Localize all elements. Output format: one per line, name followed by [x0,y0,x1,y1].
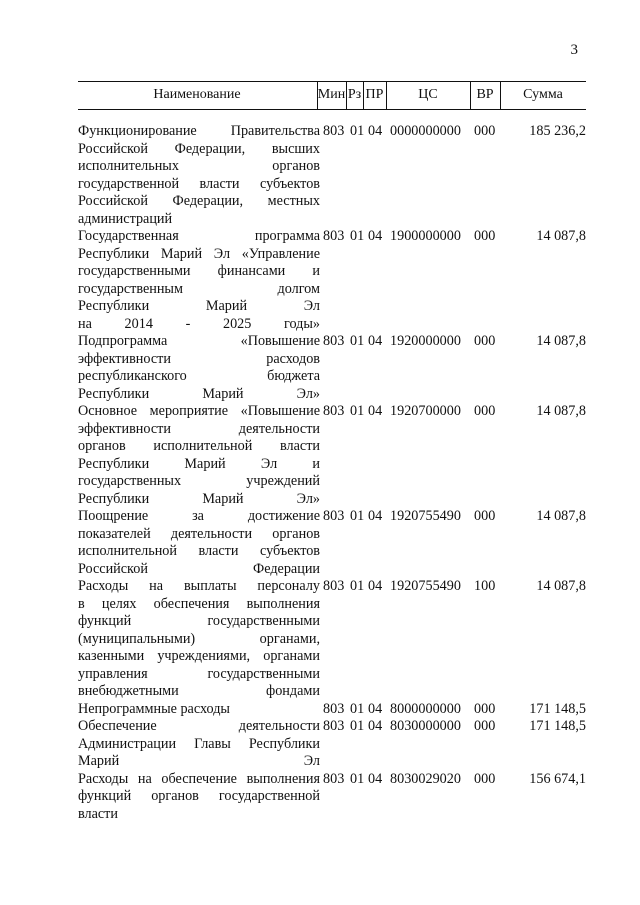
row-sum: 14 087,8 [536,333,586,349]
row-vr: 100 [474,578,496,594]
row-name [78,508,320,578]
row-min: 803 [323,333,345,349]
row-name-line: Российской Федерации [78,560,320,577]
header-name: Наименование [153,87,241,102]
table-row [78,771,586,824]
row-pr: 04 [368,578,383,594]
row-vr: 000 [474,700,496,717]
header-rz: Рз [347,87,362,102]
table-body [78,123,586,823]
row-min: 803 [323,700,345,717]
row-name-line: Подпрограмма «Повышение [78,333,320,349]
row-rz: 01 [350,770,365,787]
row-name-line: на 2014 - 2025 годы» [78,315,320,332]
row-pr: 04 [368,718,383,734]
row-sum: 171 148,5 [529,718,586,734]
row-name [78,228,320,333]
row-cs: 8030000000 [390,718,461,734]
row-vr: 000 [474,333,496,349]
row-name-line: республиканского бюджета [78,368,320,384]
row-name-line: управления государственными [78,665,320,682]
row-cs: 1920755490 [390,508,461,524]
row-name-line: Республики Марий Эл и [78,455,320,472]
row-pr: 04 [368,333,383,349]
row-name-line: органов исполнительной власти [78,438,320,454]
row-cs: 1920000000 [390,333,461,349]
row-name-line: показателей деятельности органов [78,525,320,542]
header-vr: ВР [476,87,494,102]
header-cs: ЦС [418,87,438,102]
row-pr: 04 [368,228,383,244]
row-sum: 14 087,8 [536,508,586,524]
table-row [78,228,586,333]
budget-table [78,81,586,823]
row-vr: 000 [474,770,496,787]
table-row [78,123,586,228]
row-name-line: в целях обеспечения выполнения [78,595,320,612]
row-name-line: Республики Марий Эл» [78,385,320,402]
table-row [78,578,586,701]
row-min: 803 [323,578,345,594]
row-pr: 04 [368,770,383,787]
row-cs: 8030029020 [390,770,461,787]
row-vr: 000 [474,123,496,139]
row-name [78,403,320,508]
row-rz: 01 [350,123,365,139]
row-name-line: эффективности деятельности [78,420,320,437]
row-sum: 14 087,8 [536,578,586,594]
row-name-line: Функционирование Правительства [78,123,320,139]
row-name-line: Непрограммные расходы [78,700,230,717]
row-name-line: Поощрение за достижение [78,508,320,524]
row-min: 803 [323,123,345,139]
row-name-line: исполнительной власти субъектов [78,543,320,559]
row-sum: 185 236,2 [529,123,586,139]
row-cs: 0000000000 [390,123,461,139]
table-row [78,403,586,508]
table-row [78,508,586,578]
row-name-line: Российской Федерации, высших [78,140,320,157]
row-pr: 04 [368,700,383,717]
row-sum: 156 674,1 [529,770,586,787]
table-row [78,333,586,403]
row-rz: 01 [350,333,365,349]
row-rz: 01 [350,718,365,734]
row-name [78,333,320,403]
row-name-line: администраций [78,210,173,227]
row-vr: 000 [474,718,496,734]
row-name-line: (муниципальными) органами, [78,630,320,647]
row-vr: 000 [474,228,496,244]
row-sum: 171 148,5 [529,700,586,717]
row-name [78,123,320,228]
row-name [78,718,320,771]
row-pr: 04 [368,508,383,524]
row-min: 803 [323,228,345,244]
row-name-line: исполнительных органов [78,158,320,174]
row-rz: 01 [350,228,365,244]
row-name [78,701,320,719]
row-name-line: Марий Эл [78,753,320,769]
row-rz: 01 [350,700,365,717]
row-cs: 1920755490 [390,578,461,594]
row-cs: 1920700000 [390,403,461,419]
row-min: 803 [323,770,345,787]
row-name-line: Республики Марий Эл [78,298,320,314]
row-rz: 01 [350,578,365,594]
page-number: 3 [570,42,578,58]
row-name [78,578,320,701]
row-name-line: государственных учреждений [78,473,320,489]
row-sum: 14 087,8 [536,403,586,419]
row-pr: 04 [368,403,383,419]
table-row [78,701,586,719]
header-min: Мин [317,87,346,102]
row-pr: 04 [368,123,383,139]
table-row [78,718,586,771]
row-name-line: Республики Марий Эл» [78,490,320,507]
row-name-line: Администрации Главы Республики [78,735,320,752]
row-vr: 000 [474,508,496,524]
row-min: 803 [323,718,345,734]
row-vr: 000 [474,403,496,419]
row-name [78,771,320,824]
row-name-line: власти [78,805,118,822]
header-sum: Сумма [523,87,563,102]
row-name-line: Основное мероприятие «Повышение [78,403,320,419]
row-rz: 01 [350,508,365,524]
row-name-line: государственными финансами и [78,263,320,279]
row-name-line: государственной власти субъектов [78,175,320,192]
row-name-line: Государственная программа [78,228,320,244]
row-cs: 1900000000 [390,228,461,244]
table-header [78,81,586,110]
row-name-line: функций государственными [78,613,320,629]
row-name-line: внебюджетными фондами [78,683,320,699]
row-name-line: государственным долгом [78,280,320,297]
row-name-line: Расходы на обеспечение выполнения [78,770,320,787]
row-name-line: функций органов государственной [78,788,320,804]
row-min: 803 [323,508,345,524]
row-name-line: казенными учреждениями, органами [78,648,320,664]
row-cs: 8000000000 [390,700,461,717]
header-pr: ПР [365,87,384,102]
row-name-line: Российской Федерации, местных [78,193,320,209]
row-name-line: Обеспечение деятельности [78,718,320,734]
row-name-line: Расходы на выплаты персоналу [78,578,320,594]
row-sum: 14 087,8 [536,228,586,244]
row-rz: 01 [350,403,365,419]
row-min: 803 [323,403,345,419]
row-name-line: эффективности расходов [78,350,320,367]
row-name-line: Республики Марий Эл «Управление [78,245,320,262]
